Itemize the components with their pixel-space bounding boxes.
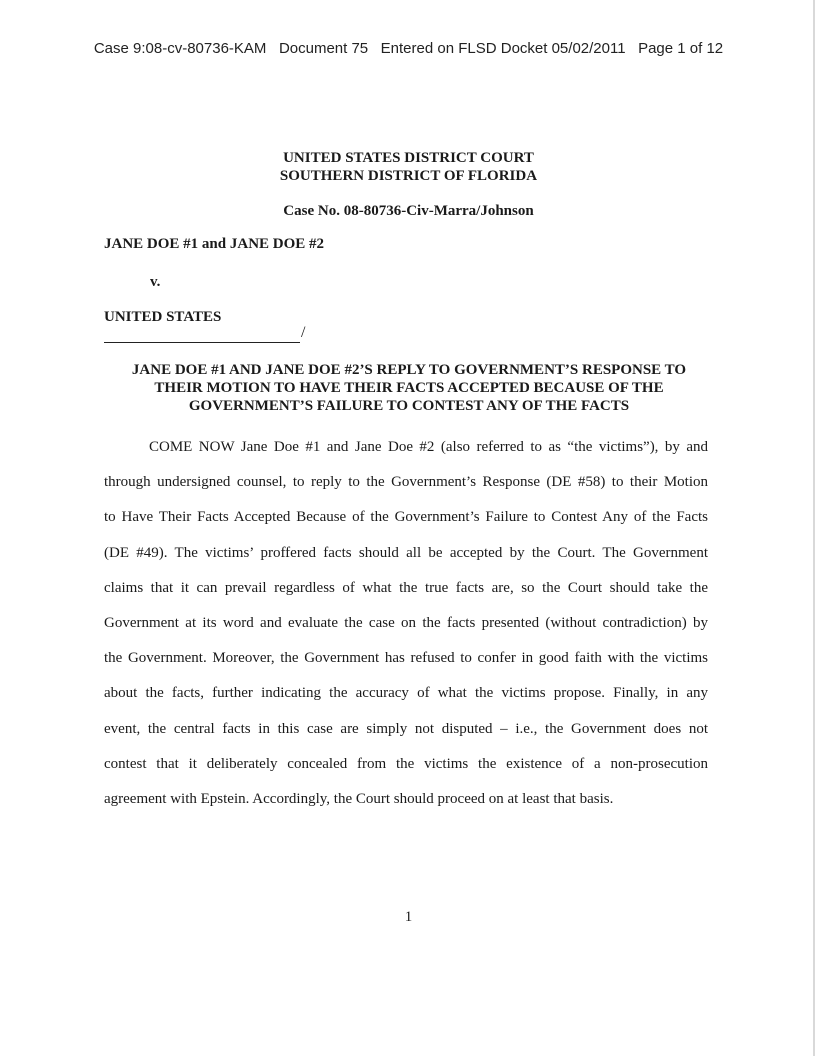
header-case: Case 9:08-cv-80736-KAM [93, 40, 267, 57]
body-line: the Government. Moreover, the Government has refused to confer in good faith with the victims [104, 650, 708, 667]
body-line: about the facts, further indicating the accuracy of what the victims propose. Finally, in any [104, 685, 708, 702]
body-line: COME NOW Jane Doe #1 and Jane Doe #2 (also referred to as “the victims”), by and [149, 439, 708, 455]
plaintiffs: JANE DOE #1 and JANE DOE #2 [104, 236, 325, 252]
versus: v. [150, 274, 161, 290]
title-line-3: GOVERNMENT’S FAILURE TO CONTEST ANY OF THE FACTS [188, 398, 630, 414]
court-line-1: UNITED STATES DISTRICT COURT [283, 150, 534, 166]
body-line: claims that it can prevail regardless of what the true facts are, so the Court should take the [104, 579, 708, 596]
title-line-2: THEIR MOTION TO HAVE THEIR FACTS ACCEPTED BECAUSE OF THE [154, 380, 664, 396]
docket-header [0, 40, 817, 57]
header-entered: Entered on FLSD Docket 05/02/2011 [380, 40, 626, 57]
body-line: to Have Their Facts Accepted Because of the Government’s Failure to Contest Any of the Facts [104, 509, 708, 526]
body-line: through undersigned counsel, to reply to the Government’s Response (DE #58) to their Motion [104, 474, 708, 491]
document-title [104, 361, 714, 415]
case-number: Case No. 08-80736-Civ-Marra/Johnson [283, 203, 534, 219]
body-line: event, the central facts in this case are simply not disputed – i.e., the Government does not [104, 720, 708, 737]
body-line: contest that it deliberately concealed from the victims the existence of a non-prosecution [104, 755, 708, 772]
title-line-1: JANE DOE #1 AND JANE DOE #2’S REPLY TO GOVERNMENT’S RESPONSE TO [131, 362, 687, 378]
body-line: Government at its word and evaluate the case on the facts presented (without contradiction) by [104, 615, 708, 632]
page-number: 1 [404, 909, 413, 925]
header-page: Page 1 of 12 [638, 40, 724, 57]
body-paragraph [104, 430, 708, 817]
body-line: (DE #49). The victims’ proffered facts should all be accepted by the Court. The Government [104, 544, 708, 561]
header-document: Document 75 [278, 40, 369, 57]
caption-rule [104, 342, 300, 343]
caption-slash: / [301, 324, 306, 341]
court-name [0, 149, 817, 185]
defendant: UNITED STATES [104, 309, 222, 325]
court-line-2: SOUTHERN DISTRICT OF FLORIDA [279, 168, 538, 184]
body-line: agreement with Epstein. Accordingly, the Court should proceed on at least that basis. [104, 791, 614, 808]
